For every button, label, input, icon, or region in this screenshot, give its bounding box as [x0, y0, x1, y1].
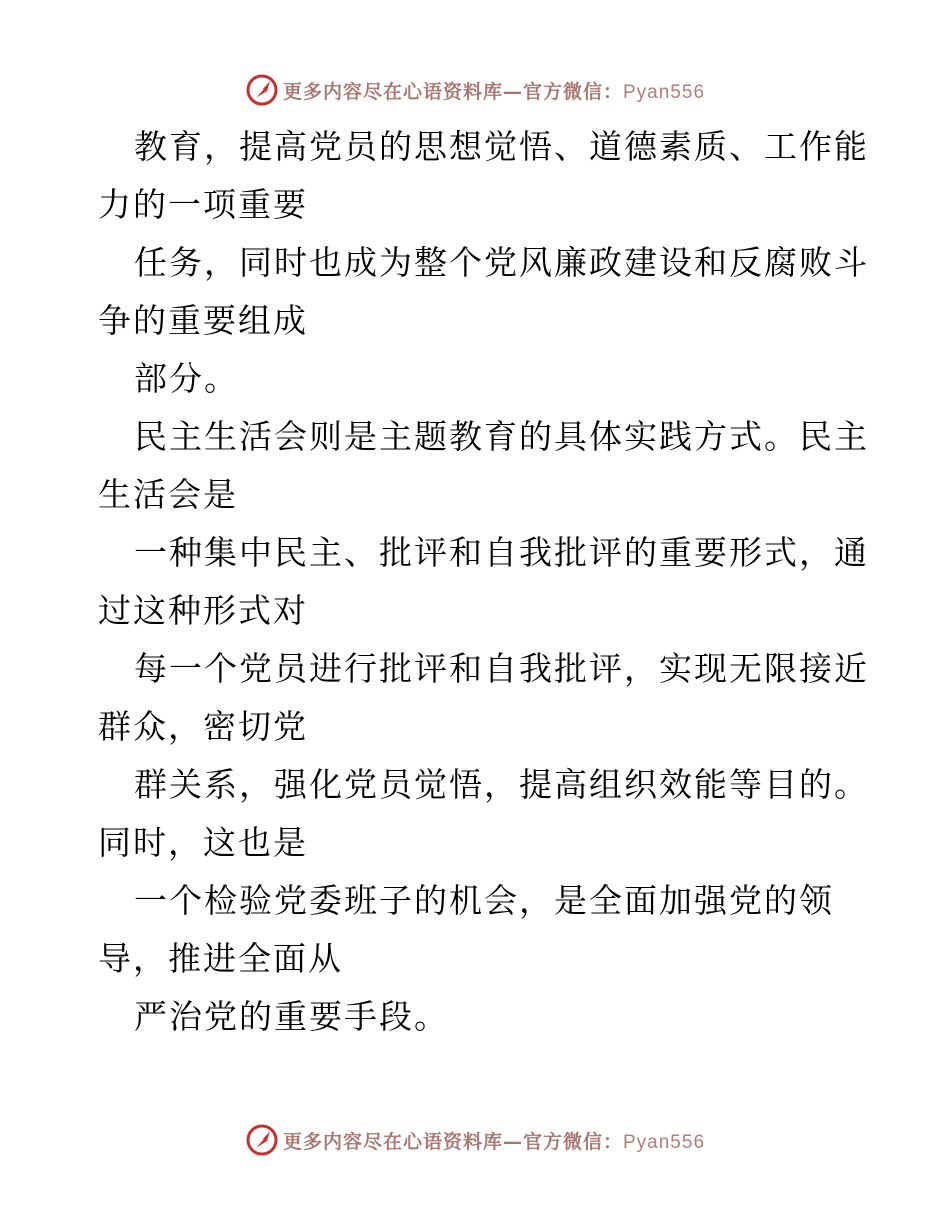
quill-pen-circle-icon: [245, 1123, 279, 1157]
header-wechat-id: Pyan556: [623, 81, 706, 103]
header-wechat-label: 官方微信：: [522, 80, 623, 103]
footer-text: [283, 1127, 705, 1154]
text-line: 争的重要组成: [98, 301, 308, 340]
text-line: 群关系，强化党员觉悟，提高组织效能等目的。: [134, 765, 869, 804]
header-text: [283, 77, 705, 104]
quill-pen-circle-icon: [245, 73, 279, 107]
text-line: 过这种形式对: [98, 591, 308, 630]
header-banner: [0, 70, 950, 110]
document-body: [98, 118, 869, 1046]
text-line: 力的一项重要: [98, 185, 308, 224]
footer-banner: [0, 1120, 950, 1160]
text-line: 一种集中民主、批评和自我批评的重要形式，通: [134, 533, 869, 572]
footer-wechat-id: Pyan556: [623, 1131, 706, 1153]
text-line: 群众，密切党: [98, 707, 308, 746]
footer-dash: —: [502, 1130, 523, 1153]
text-line: 同时，这也是: [98, 823, 308, 862]
text-line: 教育，提高党员的思想觉悟、道德素质、工作能: [134, 127, 869, 166]
footer-wechat-label: 官方微信：: [522, 1130, 623, 1153]
text-line: 部分。: [134, 359, 239, 398]
header-dash: —: [502, 80, 523, 103]
footer-brand-text: 更多内容尽在心语资料库: [282, 1130, 503, 1153]
text-line: 生活会是: [98, 475, 238, 514]
header-brand-text: 更多内容尽在心语资料库: [282, 80, 503, 103]
text-line: 任务，同时也成为整个党风廉政建设和反腐败斗: [134, 243, 869, 282]
text-line: 每一个党员进行批评和自我批评，实现无限接近: [134, 649, 869, 688]
text-line: 民主生活会则是主题教育的具体实践方式。民主: [134, 417, 869, 456]
text-line: 一个检验党委班子的机会，是全面加强党的领: [134, 881, 834, 920]
text-line: 严治党的重要手段。: [134, 997, 449, 1036]
text-line: 导，推进全面从: [98, 939, 343, 978]
